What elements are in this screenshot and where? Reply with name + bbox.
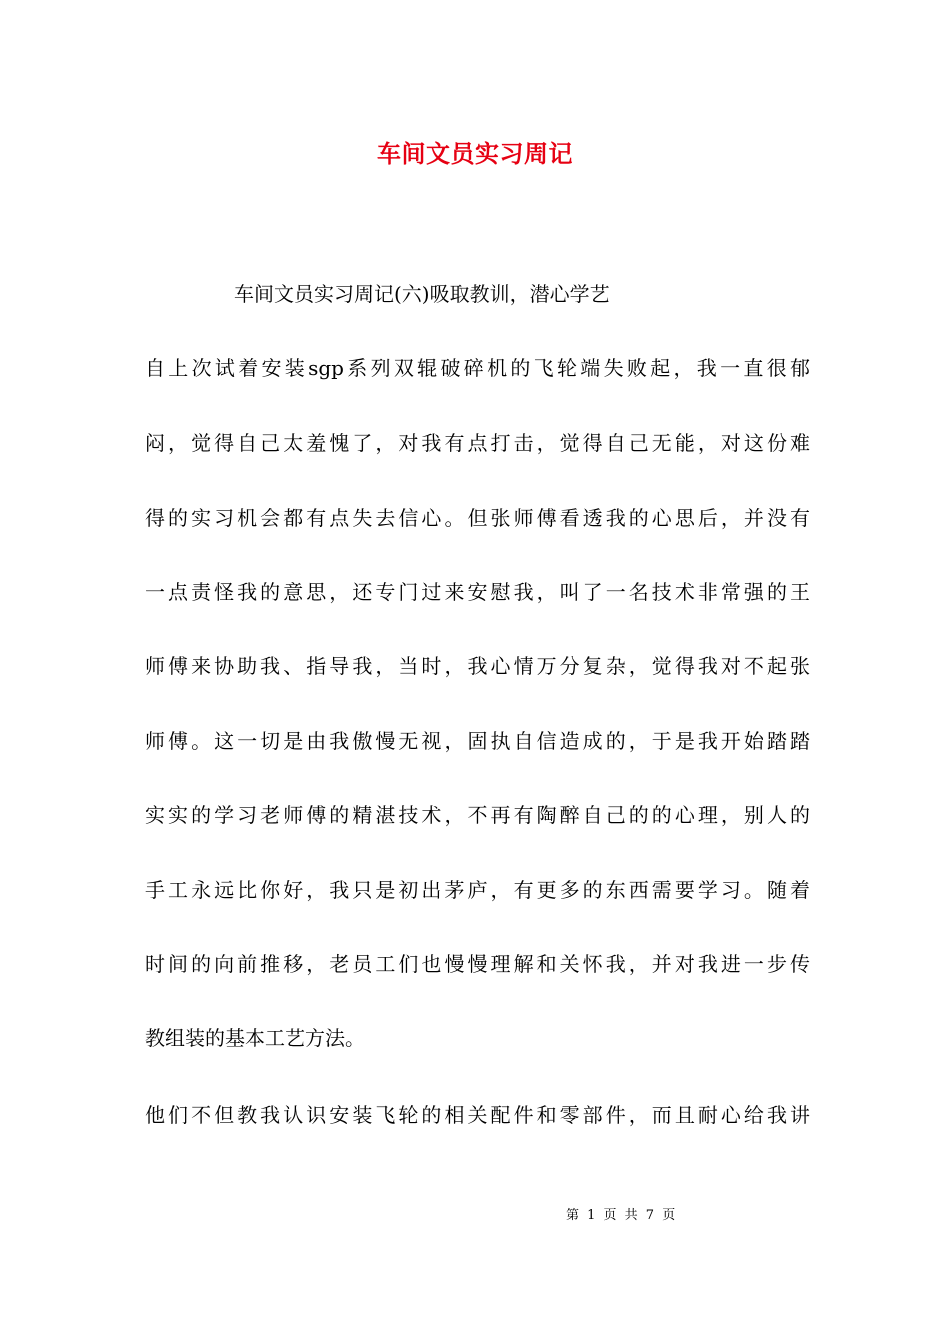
document-title: 车间文员实习周记 — [377, 139, 573, 168]
page-number-footer: 第 1 页 共 7 页 — [566, 1208, 676, 1223]
paragraph-line: 得的实习机会都有点失去信心。但张师傅看透我的心思后，并没有 — [145, 506, 810, 530]
paragraph-line: 闷，觉得自己太羞愧了，对我有点打击，觉得自己无能，对这份难 — [145, 431, 810, 455]
paragraph-line: 实实的学习老师傅的精湛技术，不再有陶醉自己的的心理，别人的 — [145, 803, 810, 827]
paragraph-line: 手工永远比你好，我只是初出茅庐，有更多的东西需要学习。随着 — [145, 878, 810, 902]
paragraph-line: 一点责怪我的意思，还专门过来安慰我，叫了一名技术非常强的王 — [145, 580, 810, 604]
paragraph-line: 他们不但教我认识安装飞轮的相关配件和零部件，而且耐心给我讲 — [145, 1103, 810, 1127]
paragraph-line: 时间的向前推移，老员工们也慢慢理解和关怀我，并对我进一步传 — [145, 952, 810, 976]
paragraph-line: 师傅来协助我、指导我，当时，我心情万分复杂，觉得我对不起张 — [145, 654, 810, 678]
paragraph-line: 教组装的基本工艺方法。 — [145, 1026, 365, 1050]
paragraph-line: 自上次试着安装sgp系列双辊破碎机的飞轮端失败起，我一直很郁 — [145, 356, 810, 380]
document-subtitle: 车间文员实习周记(六)吸取教训，潜心学艺 — [234, 282, 610, 306]
paragraph-line: 师傅。这一切是由我傲慢无视，固执自信造成的，于是我开始踏踏 — [145, 729, 810, 753]
